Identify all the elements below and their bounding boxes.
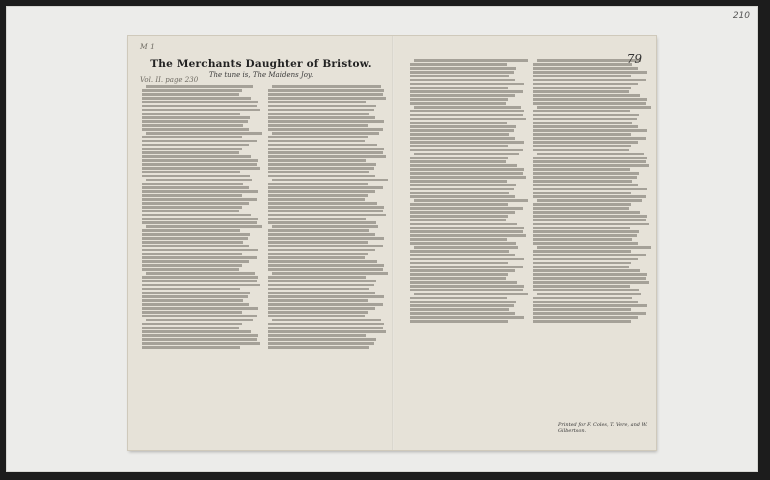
illegible-verse-line	[410, 168, 524, 171]
illegible-verse-line	[268, 221, 376, 224]
illegible-verse-line	[533, 308, 631, 311]
illegible-verse-line	[142, 159, 258, 162]
illegible-verse-line	[268, 214, 386, 217]
illegible-verse-line	[272, 319, 381, 322]
illegible-verse-line	[533, 79, 646, 82]
illegible-verse-line	[268, 229, 369, 232]
illegible-verse-line	[146, 179, 252, 182]
illegible-verse-line	[537, 59, 641, 62]
illegible-verse-line	[533, 285, 630, 288]
illegible-verse-line	[533, 277, 646, 280]
handwritten-mark: M 1	[140, 42, 155, 51]
illegible-verse-line	[268, 295, 384, 298]
illegible-verse-line	[142, 136, 242, 139]
illegible-verse-line	[533, 320, 631, 323]
illegible-verse-line	[268, 249, 375, 252]
illegible-verse-line	[533, 219, 646, 222]
illegible-verse-line	[533, 102, 646, 105]
illegible-verse-line	[410, 234, 526, 237]
illegible-verse-line	[268, 288, 369, 291]
illegible-verse-line	[142, 194, 242, 197]
illegible-verse-line	[142, 307, 258, 310]
illegible-verse-line	[410, 289, 523, 292]
illegible-verse-line	[533, 149, 629, 152]
illegible-verse-line	[533, 238, 632, 241]
illegible-verse-line	[268, 284, 374, 287]
illegible-verse-line	[268, 206, 384, 209]
illegible-verse-line	[142, 128, 249, 131]
ballad-tune: The tune is, The Maidens Joy.	[208, 71, 314, 79]
illegible-verse-line	[268, 93, 383, 96]
illegible-verse-line	[268, 183, 368, 186]
illegible-verse-line	[410, 94, 515, 97]
illegible-verse-line	[533, 215, 647, 218]
illegible-verse-line	[410, 211, 515, 214]
illegible-verse-line	[410, 67, 516, 70]
illegible-verse-line	[268, 124, 368, 127]
verse-column-4	[533, 58, 651, 420]
illegible-verse-line	[268, 171, 369, 174]
illegible-verse-line	[142, 155, 251, 158]
illegible-verse-line	[533, 83, 638, 86]
illegible-verse-line	[410, 273, 508, 276]
illegible-verse-line	[268, 101, 366, 104]
illegible-verse-line	[533, 145, 631, 148]
illegible-verse-line	[533, 289, 639, 292]
illegible-verse-line	[268, 148, 384, 151]
illegible-verse-line	[142, 206, 242, 209]
illegible-verse-line	[142, 105, 257, 108]
illegible-verse-line	[142, 151, 239, 154]
illegible-verse-line	[142, 93, 239, 96]
illegible-verse-line	[533, 316, 638, 319]
illegible-verse-line	[533, 125, 638, 128]
illegible-verse-line	[410, 195, 515, 198]
illegible-verse-line	[268, 89, 384, 92]
illegible-verse-line	[268, 155, 386, 158]
illegible-verse-line	[142, 295, 248, 298]
illegible-verse-line	[410, 297, 507, 300]
illegible-verse-line	[268, 175, 375, 178]
illegible-verse-line	[410, 180, 507, 183]
illegible-verse-line	[410, 122, 507, 125]
illegible-verse-line	[268, 303, 383, 306]
illegible-verse-line	[268, 323, 384, 326]
illegible-verse-line	[533, 114, 639, 117]
illegible-verse-line	[142, 171, 240, 174]
illegible-verse-line	[533, 141, 638, 144]
illegible-verse-line	[533, 160, 646, 163]
illegible-verse-line	[410, 133, 509, 136]
illegible-verse-line	[142, 190, 258, 193]
illegible-verse-line	[268, 299, 368, 302]
illegible-verse-line	[414, 199, 528, 202]
illegible-verse-line	[268, 342, 374, 345]
illegible-verse-line	[410, 110, 524, 113]
illegible-verse-line	[268, 163, 376, 166]
illegible-verse-line	[142, 338, 257, 341]
illegible-verse-line	[268, 330, 386, 333]
illegible-verse-line	[268, 292, 375, 295]
illegible-verse-line	[410, 262, 508, 265]
illegible-verse-line	[268, 260, 377, 263]
ballad-title: The Merchants Daughter of Bristow.	[150, 58, 372, 70]
illegible-verse-line	[533, 94, 640, 97]
illegible-verse-line	[533, 242, 638, 245]
illegible-verse-line	[268, 167, 374, 170]
illegible-verse-line	[142, 323, 242, 326]
illegible-verse-line	[268, 307, 375, 310]
illegible-verse-line	[142, 210, 239, 213]
illegible-verse-line	[533, 266, 629, 269]
illegible-verse-line	[533, 254, 646, 257]
illegible-verse-line	[410, 207, 523, 210]
illegible-verse-line	[142, 303, 249, 306]
illegible-verse-line	[268, 346, 369, 349]
illegible-verse-line	[142, 346, 240, 349]
illegible-verse-line	[537, 246, 651, 249]
illegible-verse-line	[268, 194, 368, 197]
illegible-verse-line	[533, 75, 631, 78]
illegible-verse-line	[268, 120, 384, 123]
illegible-verse-line	[410, 160, 506, 163]
illegible-verse-line	[414, 246, 518, 249]
illegible-verse-line	[410, 192, 509, 195]
illegible-verse-line	[533, 129, 647, 132]
illegible-verse-line	[142, 97, 251, 100]
illegible-verse-line	[410, 238, 507, 241]
illegible-verse-line	[410, 269, 515, 272]
illegible-verse-line	[142, 264, 242, 267]
illegible-verse-line	[533, 157, 647, 160]
illegible-verse-line	[268, 198, 365, 201]
illegible-verse-line	[533, 118, 637, 121]
illegible-verse-line	[272, 132, 379, 135]
illegible-verse-line	[537, 106, 651, 109]
illegible-verse-line	[533, 203, 631, 206]
illegible-verse-line	[533, 230, 639, 233]
illegible-verse-line	[533, 180, 632, 183]
illegible-verse-line	[268, 202, 377, 205]
illegible-verse-line	[268, 210, 383, 213]
illegible-verse-line	[410, 137, 515, 140]
mount-board	[6, 6, 758, 472]
illegible-verse-line	[410, 215, 508, 218]
illegible-verse-line	[142, 144, 249, 147]
illegible-verse-line	[410, 75, 509, 78]
illegible-verse-line	[272, 272, 388, 275]
illegible-verse-line	[142, 148, 242, 151]
illegible-verse-line	[533, 234, 637, 237]
illegible-verse-line	[410, 316, 524, 319]
illegible-verse-line	[142, 229, 240, 232]
illegible-verse-line	[142, 241, 243, 244]
illegible-verse-line	[410, 83, 524, 86]
illegible-verse-line	[410, 118, 526, 121]
illegible-verse-line	[533, 227, 630, 230]
illegible-verse-line	[533, 67, 638, 70]
illegible-verse-line	[533, 164, 649, 167]
illegible-verse-line	[410, 157, 508, 160]
illegible-verse-line	[142, 214, 251, 217]
illegible-verse-line	[410, 125, 516, 128]
illegible-verse-line	[272, 179, 388, 182]
illegible-verse-line	[410, 230, 523, 233]
illegible-verse-line	[533, 168, 630, 171]
illegible-verse-line	[142, 311, 242, 314]
illegible-verse-line	[146, 319, 253, 322]
illegible-verse-line	[142, 233, 250, 236]
illegible-verse-line	[410, 320, 508, 323]
verse-column-3	[410, 58, 528, 420]
illegible-verse-line	[410, 63, 507, 66]
illegible-verse-line	[268, 144, 377, 147]
illegible-verse-line	[533, 312, 646, 315]
illegible-verse-line	[410, 98, 508, 101]
illegible-verse-line	[272, 225, 378, 228]
illegible-verse-line	[533, 87, 631, 90]
broadside-sheet	[128, 36, 656, 450]
illegible-verse-line	[146, 272, 255, 275]
illegible-verse-line	[268, 245, 383, 248]
illegible-verse-line	[410, 227, 524, 230]
illegible-verse-line	[533, 262, 631, 265]
illegible-verse-line	[146, 132, 262, 135]
illegible-verse-line	[268, 264, 384, 267]
illegible-verse-line	[410, 281, 517, 284]
illegible-verse-line	[533, 176, 637, 179]
illegible-verse-line	[533, 90, 629, 93]
illegible-verse-line	[142, 288, 240, 291]
illegible-verse-line	[268, 315, 365, 318]
illegible-verse-line	[142, 140, 257, 143]
illegible-verse-line	[268, 218, 366, 221]
illegible-verse-line	[142, 183, 243, 186]
illegible-verse-line	[410, 102, 506, 105]
illegible-verse-line	[533, 258, 638, 261]
illegible-verse-line	[414, 153, 519, 156]
illegible-verse-line	[410, 219, 506, 222]
illegible-verse-line	[268, 159, 366, 162]
illegible-verse-line	[142, 245, 249, 248]
illegible-verse-line	[410, 188, 514, 191]
illegible-verse-line	[142, 334, 258, 337]
illegible-verse-line	[533, 304, 647, 307]
illegible-verse-line	[142, 237, 248, 240]
illegible-verse-line	[533, 207, 629, 210]
illegible-verse-line	[268, 311, 368, 314]
illegible-verse-line	[142, 109, 260, 112]
page-number: 79	[626, 52, 642, 66]
illegible-verse-line	[142, 249, 258, 252]
illegible-verse-line	[410, 301, 516, 304]
illegible-verse-line	[533, 211, 640, 214]
illegible-verse-line	[268, 140, 365, 143]
illegible-verse-line	[272, 85, 381, 88]
illegible-verse-line	[533, 273, 647, 276]
illegible-verse-line	[268, 268, 383, 271]
illegible-verse-line	[142, 175, 250, 178]
illegible-verse-line	[410, 114, 523, 117]
illegible-verse-line	[142, 342, 260, 345]
illegible-verse-line	[414, 293, 528, 296]
illegible-verse-line	[533, 301, 638, 304]
illegible-verse-line	[410, 258, 524, 261]
illegible-verse-line	[410, 141, 524, 144]
illegible-verse-line	[410, 308, 509, 311]
illegible-verse-line	[410, 250, 509, 253]
illegible-verse-line	[533, 250, 631, 253]
illegible-verse-line	[142, 120, 248, 123]
illegible-verse-line	[410, 164, 517, 167]
illegible-verse-line	[142, 253, 242, 256]
illegible-verse-line	[268, 334, 366, 337]
illegible-verse-line	[142, 163, 257, 166]
illegible-verse-line	[268, 136, 368, 139]
illegible-verse-line	[410, 285, 524, 288]
illegible-verse-line	[268, 128, 383, 131]
illegible-verse-line	[533, 195, 646, 198]
illegible-verse-line	[268, 276, 366, 279]
illegible-verse-line	[142, 292, 250, 295]
printer-imprint: Printed for F. Coles, T. Vere, and W. Gilbertson.	[558, 422, 648, 434]
illegible-verse-line	[142, 113, 240, 116]
illegible-verse-line	[410, 277, 506, 280]
illegible-verse-line	[268, 109, 374, 112]
illegible-verse-line	[146, 85, 253, 88]
illegible-verse-line	[410, 254, 515, 257]
illegible-verse-line	[146, 225, 262, 228]
illegible-verse-line	[533, 184, 638, 187]
illegible-verse-line	[142, 260, 249, 263]
verse-column-1	[142, 84, 262, 446]
illegible-verse-line	[268, 327, 383, 330]
illegible-verse-line	[410, 304, 514, 307]
illegible-verse-line	[268, 97, 386, 100]
illegible-verse-line	[533, 297, 632, 300]
illegible-verse-line	[142, 101, 258, 104]
illegible-verse-line	[268, 151, 383, 154]
illegible-verse-line	[410, 129, 514, 132]
illegible-verse-line	[533, 192, 631, 195]
verse-column-2	[268, 84, 388, 446]
illegible-verse-line	[142, 186, 249, 189]
illegible-verse-line	[142, 198, 257, 201]
illegible-verse-line	[142, 221, 257, 224]
illegible-verse-line	[142, 116, 250, 119]
illegible-verse-line	[533, 63, 632, 66]
illegible-verse-line	[268, 237, 384, 240]
illegible-verse-line	[268, 113, 369, 116]
illegible-verse-line	[533, 281, 649, 284]
catalog-number: 210	[732, 11, 750, 21]
illegible-verse-line	[410, 242, 516, 245]
illegible-verse-line	[268, 338, 376, 341]
illegible-verse-line	[537, 293, 641, 296]
illegible-verse-line	[410, 223, 517, 226]
illegible-verse-line	[533, 122, 632, 125]
illegible-verse-line	[142, 315, 257, 318]
illegible-verse-line	[142, 256, 257, 259]
illegible-verse-line	[533, 98, 647, 101]
illegible-verse-line	[533, 223, 649, 226]
illegible-verse-line	[410, 266, 523, 269]
illegible-verse-line	[533, 71, 647, 74]
illegible-verse-line	[142, 268, 239, 271]
illegible-verse-line	[410, 145, 508, 148]
illegible-verse-line	[533, 269, 640, 272]
illegible-verse-line	[142, 124, 243, 127]
illegible-verse-line	[142, 299, 243, 302]
illegible-verse-line	[410, 90, 523, 93]
illegible-verse-line	[268, 256, 365, 259]
illegible-verse-line	[537, 153, 644, 156]
illegible-verse-line	[533, 188, 647, 191]
illegible-verse-line	[533, 133, 631, 136]
illegible-verse-line	[268, 233, 375, 236]
illegible-verse-line	[410, 176, 526, 179]
illegible-verse-line	[142, 330, 251, 333]
illegible-verse-line	[268, 280, 376, 283]
illegible-verse-line	[142, 327, 239, 330]
illegible-verse-line	[268, 241, 368, 244]
illegible-verse-line	[533, 137, 646, 140]
illegible-verse-line	[414, 106, 521, 109]
illegible-verse-line	[410, 149, 523, 152]
illegible-verse-line	[268, 253, 368, 256]
illegible-verse-line	[410, 71, 514, 74]
illegible-verse-line	[268, 190, 375, 193]
illegible-verse-line	[142, 280, 257, 283]
illegible-verse-line	[410, 87, 508, 90]
illegible-verse-line	[410, 184, 516, 187]
illegible-verse-line	[410, 79, 515, 82]
illegible-verse-line	[533, 110, 630, 113]
illegible-verse-line	[142, 218, 258, 221]
illegible-verse-line	[142, 284, 260, 287]
illegible-verse-line	[410, 312, 515, 315]
illegible-verse-line	[142, 276, 258, 279]
illegible-verse-line	[268, 116, 375, 119]
illegible-verse-line	[142, 202, 249, 205]
handwritten-note: Vol. II. page 230	[140, 76, 199, 84]
illegible-verse-line	[268, 105, 376, 108]
illegible-verse-line	[142, 89, 242, 92]
illegible-verse-line	[410, 203, 508, 206]
illegible-verse-line	[142, 167, 260, 170]
illegible-verse-line	[268, 186, 383, 189]
illegible-verse-line	[414, 59, 528, 62]
illegible-verse-line	[533, 172, 639, 175]
illegible-verse-line	[537, 199, 642, 202]
illegible-verse-line	[410, 172, 523, 175]
